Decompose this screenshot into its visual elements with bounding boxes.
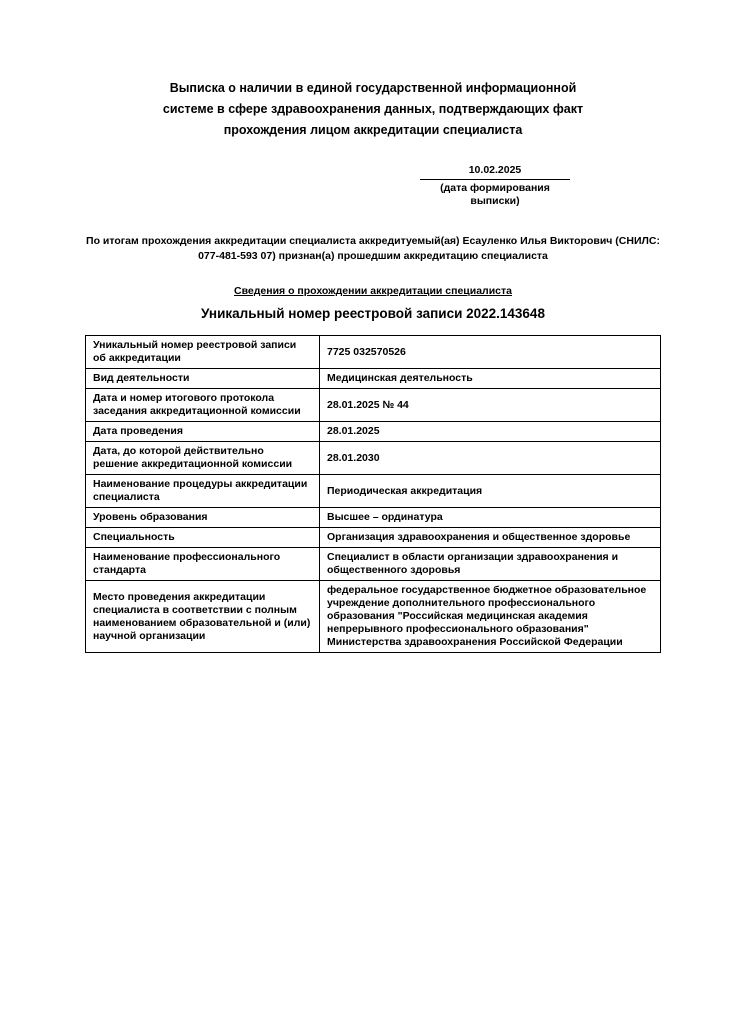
row-value-cell: Специалист в области организации здравоохранения и общественного здоровья xyxy=(320,548,661,581)
table-row xyxy=(86,442,661,475)
row-value-cell: 28.01.2030 xyxy=(320,442,661,475)
accreditation-table xyxy=(85,335,661,653)
accreditation-table-body xyxy=(86,336,661,653)
document-title-line: системе в сфере здравоохранения данных, подтверждающих факт xyxy=(162,102,584,116)
row-label-cell: Место проведения аккредитации специалиста в соответствии с полным наименованием образовательной и (или) научной организации xyxy=(86,581,320,653)
registry-number-heading: Уникальный номер реестровой записи 2022.143648 xyxy=(201,306,545,321)
row-label-cell: Наименование профессионального стандарта xyxy=(86,548,320,581)
table-row xyxy=(86,528,661,548)
table-row xyxy=(86,336,661,369)
row-value-cell: Периодическая аккредитация xyxy=(320,475,661,508)
table-row xyxy=(86,581,661,653)
table-row xyxy=(86,389,661,422)
row-value-cell: Организация здравоохранения и общественное здоровье xyxy=(320,528,661,548)
issue-date-block xyxy=(420,163,570,208)
document-title xyxy=(63,78,683,141)
section-heading: Сведения о прохождении аккредитации специалиста xyxy=(234,285,512,297)
row-label-cell: Уровень образования xyxy=(86,508,320,528)
row-value-cell: 7725 032570526 xyxy=(320,336,661,369)
row-value-cell: Высшее – ординатура xyxy=(320,508,661,528)
row-value-cell: 28.01.2025 № 44 xyxy=(320,389,661,422)
row-label-cell: Дата и номер итогового протокола заседания аккредитационной комиссии xyxy=(86,389,320,422)
row-label-cell: Дата проведения xyxy=(86,422,320,442)
table-row xyxy=(86,548,661,581)
intro-paragraph: По итогам прохождения аккредитации специалиста аккредитуемый(ая) Есауленко Илья Викторович (СНИЛС: 077-481-593 07) признан(а) прошедшим аккредитацию специалиста xyxy=(86,235,660,262)
row-label-cell: Дата, до которой действительно решение аккредитационной комиссии xyxy=(86,442,320,475)
table-row xyxy=(86,369,661,389)
table-row xyxy=(86,508,661,528)
table-row xyxy=(86,422,661,442)
row-label-cell: Уникальный номер реестровой записи об аккредитации xyxy=(86,336,320,369)
table-row xyxy=(86,475,661,508)
row-value-cell: федеральное государственное бюджетное образовательное учреждение дополнительного профессионального образования "Российская медицинская академия непрерывного профессионального образования" Министерства здравоохранения Российской Федерации xyxy=(320,581,661,653)
issue-date: 10.02.2025 xyxy=(420,163,570,180)
document-title-line: Выписка о наличии в единой государственной информационной xyxy=(169,81,577,95)
document-title-line: прохождения лицом аккредитации специалиста xyxy=(223,123,523,137)
issue-date-caption: (дата формирования выписки) xyxy=(440,182,550,207)
row-value-cell: Медицинская деятельность xyxy=(320,369,661,389)
row-label-cell: Наименование процедуры аккредитации специалиста xyxy=(86,475,320,508)
row-value-cell: 28.01.2025 xyxy=(320,422,661,442)
row-label-cell: Вид деятельности xyxy=(86,369,320,389)
row-label-cell: Специальность xyxy=(86,528,320,548)
